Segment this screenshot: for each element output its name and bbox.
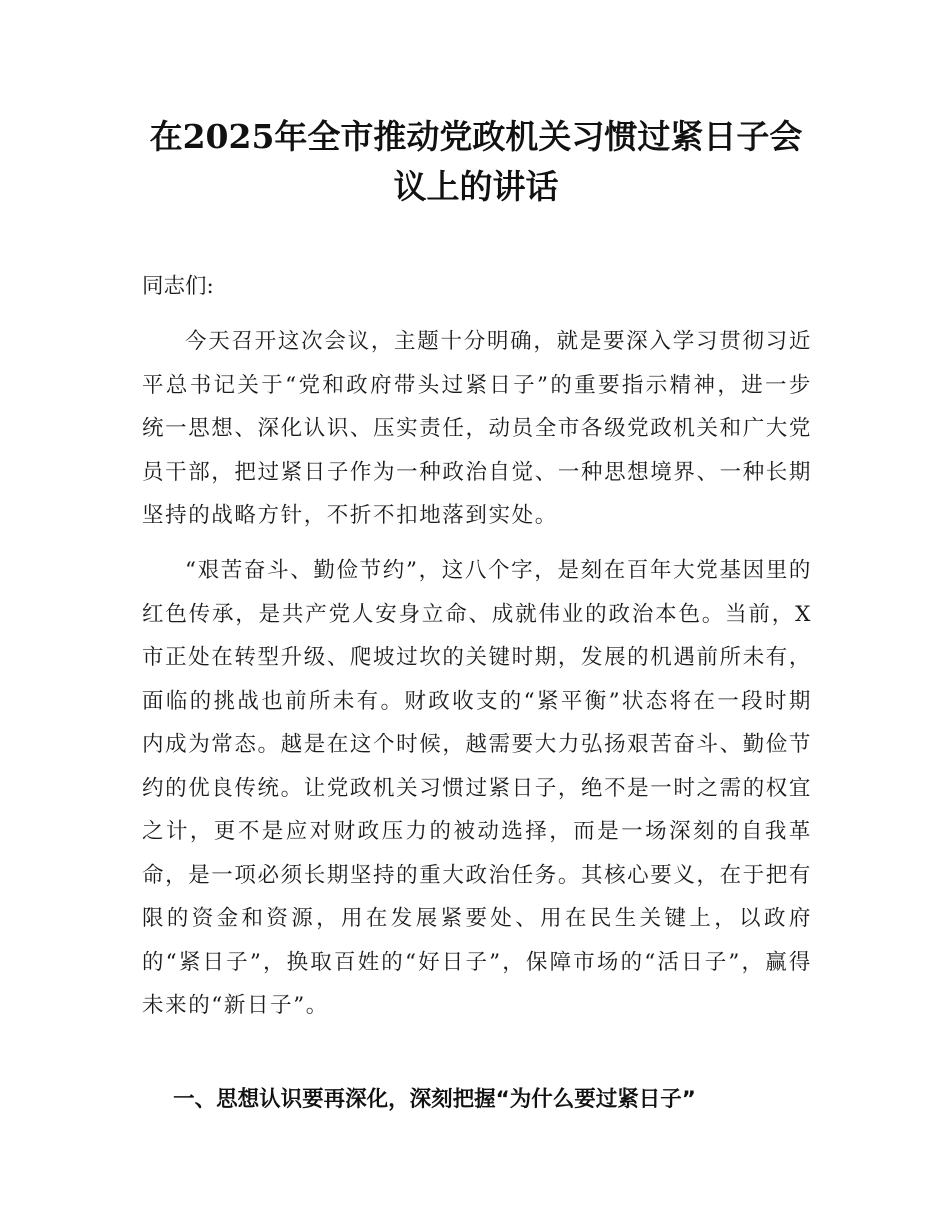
title-line-1: 在2025年全市推动党政机关习惯过紧日子会 [149,117,803,156]
document-title [140,112,812,212]
salutation: 同志们: [142,274,214,299]
section-heading-1: 一、思想认识要再深化，深刻把握“为什么要过紧日子” [173,1087,696,1112]
title-line-2: 议上的讲话 [393,167,559,206]
paragraph-2: “艰苦奋斗、勤俭节约”，这八个字，是刻在百年大党基因里的红色传承，是共产党人安身立命、成就伟业的政治本色。当前，X市正处在转型升级、爬坡过坎的关键时期，发展的机遇前所未有，面临的挑战也前所未有。财政收支的“紧平衡”状态将在一段时期内成为常态。越是在这个时候，越需要大力弘扬艰苦奋斗、勤俭节约的优良传统。让党政机关习惯过紧日子，绝不是一时之需的权宜之计，更不是应对财政压力的被动选择，而是一场深刻的自我革命，是一项必须长期坚持的重大政治任务。其核心要义，在于把有限的资金和资源，用在发展紧要处、用在民生关键上，以政府的“紧日子”，换取百姓的“好日子”，保障市场的“活日子”，赢得未来的“新日子”。 [142,558,812,1018]
paragraph-1: 今天召开这次会议，主题十分明确，就是要深入学习贯彻习近平总书记关于“党和政府带头过紧日子”的重要指示精神，进一步统一思想、深化认识、压实责任，动员全市各级党政机关和广大党员干部，把过紧日子作为一种政治自觉、一种思想境界、一种长期坚持的战略方针，不折不扣地落到实处。 [142,329,812,528]
